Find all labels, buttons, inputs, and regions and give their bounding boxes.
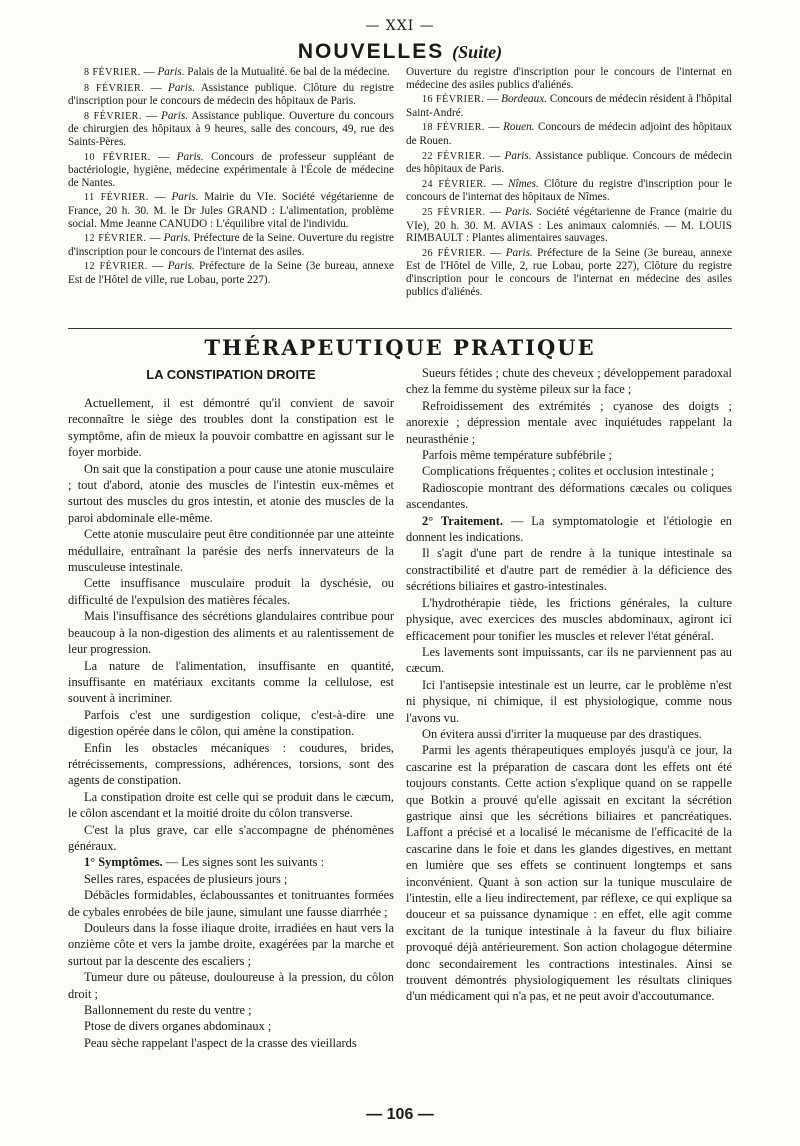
section-divider (68, 328, 732, 329)
news-item: 8 FÉVRIER. — Paris. Assistance publique. Ouverture du concours de chirurgien des hôpitaux à 9 heures, salle des concours, 49, rue des Saints-Pères. (68, 109, 395, 148)
news-column-left (68, 66, 394, 324)
news-city: Nîmes. (508, 177, 539, 190)
article-paragraph: C'est la plus grave, car elle s'accompagne de phénomènes généraux. (68, 822, 394, 853)
article-column-left (68, 365, 394, 1105)
news-date: 22 FÉVRIER. (422, 150, 486, 162)
news-date: 8 FÉVRIER. (84, 67, 141, 78)
news-item: 12 FÉVRIER. — Paris. Préfecture de la Seine. Ouverture du registre d'inscription pour le concours de l'internat des asiles. (68, 232, 395, 258)
symptom-list-left (68, 871, 394, 1051)
news-text: Assistance publique. Concours de médecin des hôpitaux de Paris. (406, 149, 732, 176)
news-text: Assistance publique. Clôture du registre d'inscription pour le concours de médecin des hôpitaux de Paris. (68, 81, 395, 108)
page-number: — 106 — (366, 1106, 434, 1123)
symptom-item: Complications fréquentes ; colites et occlusion intestinale ; (422, 464, 715, 479)
article-paragraph: Actuellement, il est démontré qu'il convient de savoir reconnaître le siège des troubles dont la constipation est le symptôme, afin de mieux la pouvoir combattre en agissant sur le foyer morbide. (68, 396, 394, 460)
news-section (68, 66, 732, 324)
symptom-item: Sueurs fétides ; chute des cheveux ; développement paradoxal chez la femme du système pileux sur la face ; (406, 366, 732, 397)
article-paragraph: Cette atonie musculaire peut être conditionnée par une atteinte médullaire, entraînant la parésie des nerfs innervateurs de la musculeuse intestinale. (68, 527, 394, 575)
news-item: 16 FÉVRIER. — Bordeaux. Concours de médecin résident à l'hôpital Saint-André. (406, 93, 732, 119)
traitement-intro: — La symptomatologie et l'étiologie en donnent les indications. (406, 513, 732, 545)
news-text: Préfecture de la Seine. Ouverture du registre d'inscription pour le concours de l'internat des asiles. (68, 232, 395, 258)
symptom-item: Refroidissement des extrémités ; cyanose des doigts ; anorexie ; dépression mentale avec inquiétudes rappelant la neurasthénie ; (406, 398, 732, 446)
news-date: 26 FÉVRIER. (422, 247, 486, 259)
news-item: 10 FÉVRIER. — Paris. Concours de professeur suppléant de bactériologie, hygiène, médecine expérimentale à l'École de médecine de Nantes. (68, 150, 395, 189)
news-item: 26 FÉVRIER. — Paris. Préfecture de la Seine (3e bureau, annexe Est de l'Hôtel de Ville, 2, rue Lobau, porte 227), Clôture du registre d'inscription pour le concours de l'internat en médecine des asiles publics d'aliénés. (406, 246, 732, 298)
news-item: 24 FÉVRIER. — Nîmes. Clôture du registre d'inscription pour le concours de l'internat des hôpitaux de Nîmes. (406, 177, 732, 204)
symptom-item: Radioscopie montrant des déformations cæcales ou coliques ascendantes. (406, 480, 732, 512)
symptom-item: Douleurs dans la fosse iliaque droite, irradiées en haut vers la onzième côte et vers la jambe droite, exagérées par la marche et surtout par la descente des escaliers ; (68, 921, 394, 968)
article-paragraph: Parfois c'est une surdigestion colique, c'est-à-dire une digestion opérée dans le côlon, qui amène la constipation. (68, 707, 394, 739)
article-paragraph: Parmi les agents thérapeutiques employés jusqu'à ce jour, la cascarine est la préparation de cascara dont les effets ont été toujours constants. Cette action s'explique quand on se rappelle que Botkin a prouvé qu'elle agissait en excitant la sécrétion gastrique ainsi que les sécrétions biliaires et pancréatiques. Laffont a précisé et a localisé le mécanisme de l'efficacité de la cascarine dans le foie et dans les glandes digestives, en mettant en lumière que ses effets se continuent longtemps et sans inconvénient. Quant à son action sur la tunique musculaire de l'intestin, elle a lieu indirectement, par réflexe, ce qui explique sa douceur et sa puissance dynamique : en effet, elle agit comme excitant de la tunique intestinale à la faveur du flux biliaire provoqué déjà antérieurement. Son action cholagogue détermine donc secondairement les contractions intestinales. Ainsi se trouvent démontrés physiologiquement les résultats cliniques d'un médicament qui n'a pas, et ne peut avoir d'accoutumance. (406, 743, 732, 1004)
news-text: Préfecture de la Seine (3e bureau, annexe Est de l'Hôtel de ville, rue Lobau, porte 227). (68, 260, 394, 286)
symptom-item: Peau sèche rappelant l'aspect de la crasse des vieillards (84, 1035, 357, 1050)
symptom-item: Tumeur dure ou pâteuse, douloureuse à la pression, du côlon droit ; (68, 970, 394, 1001)
news-city: Paris. (157, 66, 185, 78)
news-date: 18 FÉVRIER. (422, 122, 485, 134)
symptomes-label: 1° Symptômes. (84, 855, 163, 870)
news-city: Paris. (505, 246, 533, 259)
article-paragraph: Mais l'insuffisance des sécrétions glandulaires contribue pour beaucoup à la non-digestion des aliments et au ralentissement de leur progression. (68, 609, 394, 657)
news-item: 8 FÉVRIER. — Paris. Assistance publique. Clôture du registre d'inscription pour le concours de médecin des hôpitaux de Paris. (68, 81, 395, 108)
traitement-heading (406, 513, 732, 546)
roman-page-number: — XXI — (365, 18, 435, 34)
news-date: 12 FÉVRIER. (84, 261, 148, 273)
news-text: Mairie du VIe. Société végétarienne de France, 20 h. 30. M. le Dr Jules GRAND : L'alimentation, problème social. Mme Jeanne CANUDO : L'équilibre vital de l'individu. (68, 191, 394, 230)
section-title (68, 38, 732, 66)
news-text: Concours de médecin résident à l'hôpital Saint-André. (406, 93, 732, 119)
news-text: Assistance publique. Ouverture du concours de chirurgien des hôpitaux à 9 heures, salle des concours, 49, rue des Saints-Pères. (68, 109, 395, 148)
news-city: Paris. (167, 81, 196, 94)
news-city: Paris. (161, 109, 189, 122)
news-date: 8 FÉVRIER. (84, 110, 142, 122)
news-city: Bordeaux. (501, 93, 547, 106)
news-city: Paris. (171, 191, 199, 204)
symptomes-intro: — Les signes sont les suivants : (165, 855, 325, 870)
journal-page (68, 18, 732, 1128)
news-text: Clôture du registre d'inscription pour le concours de l'internat des hôpitaux de Nîmes. (406, 177, 732, 204)
news-item: 12 FÉVRIER. — Paris. Préfecture de la Seine (3e bureau, annexe Est de l'Hôtel de ville, rue Lobau, porte 227). (68, 260, 394, 286)
news-city: Paris. (504, 149, 532, 162)
news-date: 25 FÉVRIER. (422, 206, 486, 218)
news-continuation: Ouverture du registre d'inscription pour le concours de l'internat en médecine des asiles publics d'aliénés. (406, 66, 732, 91)
news-column-right (406, 66, 732, 324)
news-text: Préfecture de la Seine (3e bureau, annexe Est de l'Hôtel de Ville, 2, rue Lobau, porte 227), Clôture du registre d'inscription pour le concours de l'internat en médecine des asiles publics d'aliénés. (406, 246, 732, 298)
article-body (68, 365, 732, 1105)
news-date: 12 FÉVRIER. (84, 233, 147, 245)
symptom-item: Débâcles formidables, éclaboussantes et tonitruantes formées de cybales enrobées de bile jaune, simulant une fausse diarrhée ; (68, 888, 394, 919)
article-paragraph: La constipation droite est celle qui se produit dans le cæcum, le côlon ascendant et la moitié droite du côlon transverse. (68, 789, 394, 821)
section-title-suite: (Suite) (452, 42, 503, 62)
news-city: Rouen. (503, 121, 535, 134)
news-date: 8 FÉVRIER. (84, 82, 145, 94)
symptom-item: Ptose de divers organes abdominaux ; (84, 1019, 272, 1034)
article-left-paragraphs (68, 395, 394, 854)
news-city: Paris. (176, 150, 204, 163)
news-text: Société végétarienne de France (mairie du VIe), 20 h. 30. M. AVIAS : Les animaux calomniés. — M. LOUIS RIMBAULT : Plantes alimentaires sauvages. (406, 205, 732, 245)
section-title-main: NOUVELLES (297, 40, 445, 63)
news-text: Palais de la Mutualité. 6e bal de la médecine. (187, 66, 390, 78)
article-column-right (406, 365, 732, 1105)
news-date: 10 FÉVRIER. (84, 151, 151, 163)
article-paragraph: Enfin les obstacles mécaniques : coudures, brides, rétrécissements, compressions, adhérences, torsions, sont des agents de constipation. (68, 740, 394, 788)
news-date: 16 FÉVRIER. (422, 94, 485, 106)
symptom-item: Selles rares, espacées de plusieurs jours ; (84, 871, 288, 886)
article-paragraph: Les lavements sont impuissants, car ils ne parviennent pas au cæcum. (406, 644, 732, 676)
article-subtitle: LA CONSTIPATION DROITE (146, 367, 316, 382)
symptom-item: Parfois même température subfébrile ; (422, 448, 612, 463)
symptomes-heading (68, 854, 394, 870)
symptom-item: Ballonnement du reste du ventre ; (84, 1003, 252, 1018)
news-item: 25 FÉVRIER. — Paris. Société végétarienne de France (mairie du VIe), 20 h. 30. M. AVIAS : Les animaux calomniés. — M. LOUIS RIMBAULT : Plantes alimentaires sauvages. (406, 205, 732, 245)
news-item: 8 FÉVRIER. — Paris. Palais de la Mutualité. 6e bal de la médecine. (84, 66, 390, 78)
article-paragraph: On évitera aussi d'irriter la muqueuse par des drastiques. (422, 726, 702, 741)
article-paragraph: On sait que la constipation a pour cause une atonie musculaire ; tout d'abord, atonie des muscles de l'intestin eux-mêmes et surtout des muscles du gros intestin, et atonie des muscles de la paroi abdominale elle-même. (68, 461, 394, 525)
news-item: 22 FÉVRIER. — Paris. Assistance publique. Concours de médecin des hôpitaux de Paris. (406, 149, 732, 176)
news-text: Concours de professeur suppléant de bactériologie, hygiène, médecine expérimentale à l'École de médecine de Nantes. (68, 150, 395, 189)
news-date: 11 FÉVRIER. (84, 192, 149, 204)
traitement-label: 2° Traitement. (422, 513, 503, 528)
news-date: 24 FÉVRIER. (422, 178, 487, 190)
news-text: Concours de médecin adjoint des hôpitaux de Rouen. (406, 121, 732, 147)
article-section-title: THÉRAPEUTIQUE PRATIQUE (204, 335, 596, 360)
news-right-items (406, 93, 732, 298)
article-paragraph: Cette insuffisance musculaire produit la dyschésie, ou difficulté de l'expulsion des matières fécales. (68, 576, 394, 607)
article-paragraph: Il s'agit d'une part de rendre à la tunique intestinale sa constractibilité et d'autre part de remédier à la déficience des sécrétions biliaires et gastro-intestinales. (406, 546, 732, 594)
news-city: Paris. (163, 232, 191, 245)
symptom-list-right (406, 365, 732, 513)
news-item: 18 FÉVRIER. — Rouen. Concours de médecin adjoint des hôpitaux de Rouen. (406, 121, 732, 147)
news-item: 11 FÉVRIER. — Paris. Mairie du VIe. Société végétarienne de France, 20 h. 30. M. le Dr Jules GRAND : L'alimentation, problème social. Mme Jeanne CANUDO : L'équilibre vital de l'individu. (68, 191, 394, 230)
article-paragraph: Ici l'antisepsie intestinale est un leurre, car le problème n'est ni physique, ni chimique, il est physiologique, comme nous l'avons vu. (406, 677, 732, 725)
news-city: Paris. (505, 205, 533, 218)
article-right-paragraphs (406, 545, 732, 1004)
news-city: Paris. (167, 260, 195, 273)
article-paragraph: La nature de l'alimentation, insuffisante en quantité, insuffisante en matériaux excitants comme la cellulose, est souvent à incriminer. (68, 658, 394, 706)
article-paragraph: L'hydrothérapie tiède, les frictions générales, la culture physique, avec exercices des muscles abdominaux, agiront ici efficacement pour tonifier les muscles et relever l'état général. (406, 595, 732, 643)
